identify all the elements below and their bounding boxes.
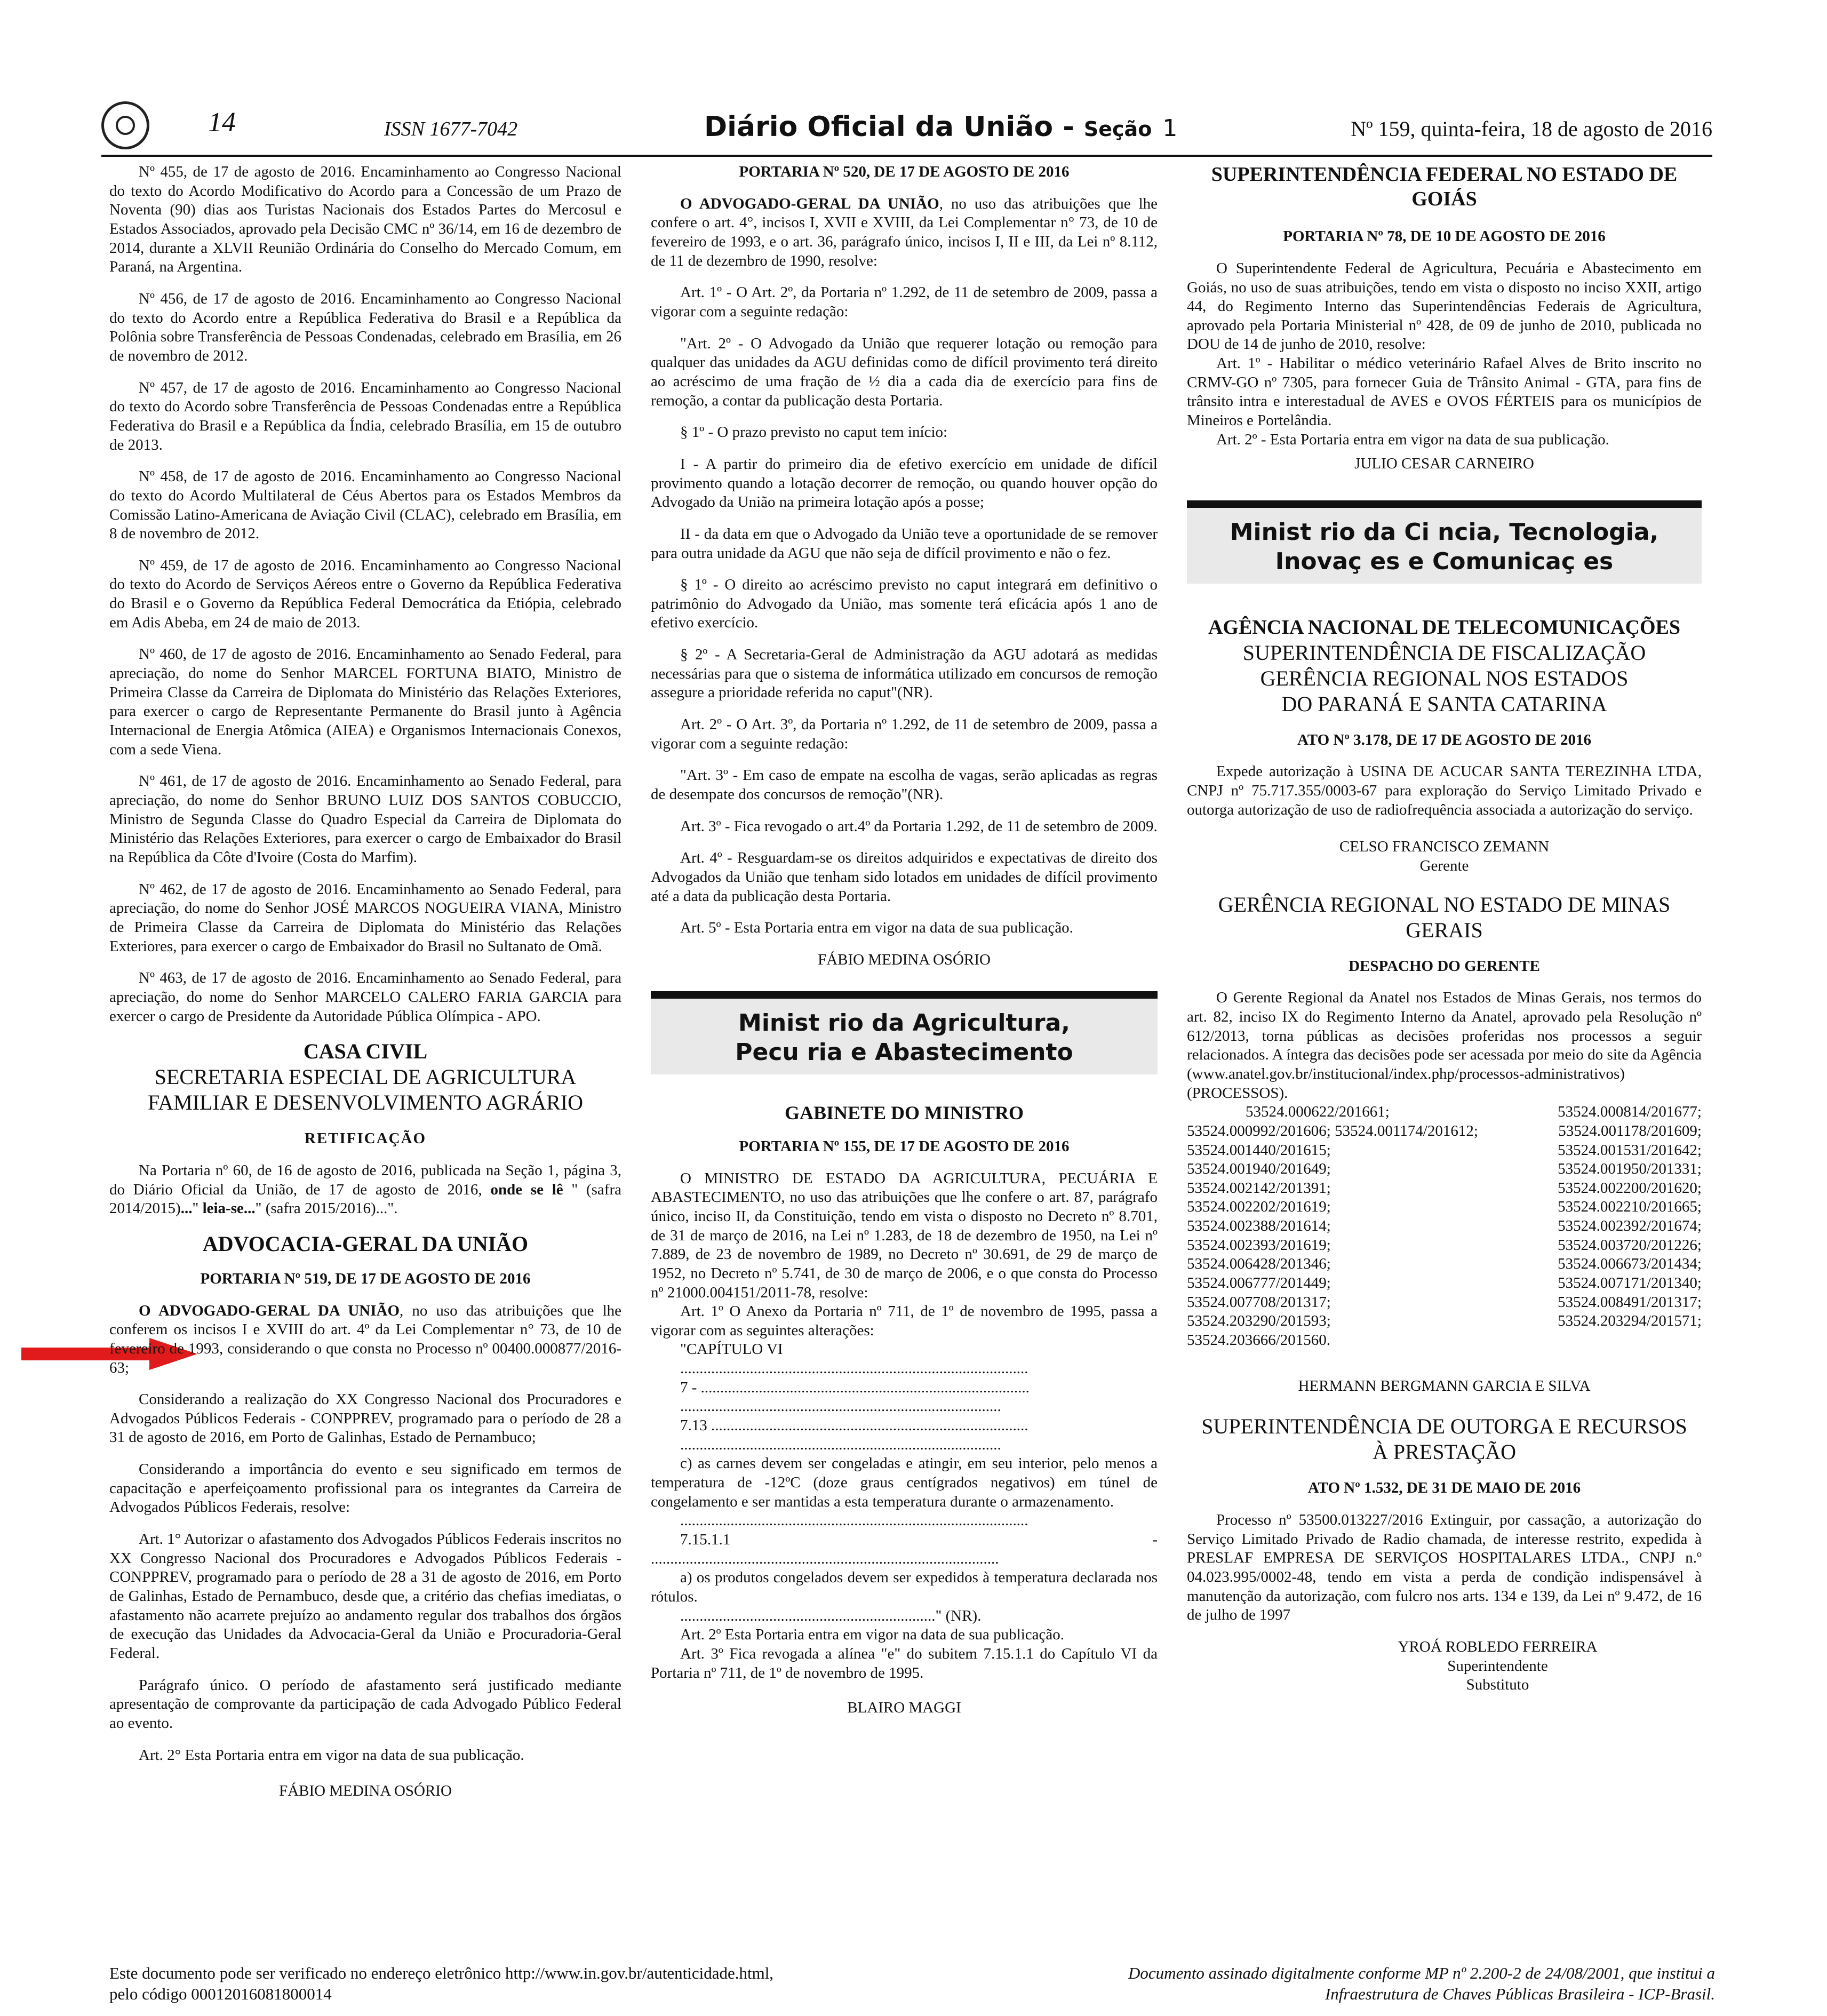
- signature-3178: CELSO FRANCISCO ZEMANN: [1339, 838, 1550, 856]
- processo-number: 53524.002200/201620;: [1558, 1179, 1702, 1197]
- processo-row: [1187, 1198, 1702, 1217]
- gerencia-mg-heading-2: GERAIS: [1406, 918, 1483, 942]
- portaria-155-title: PORTARIA Nº 155, DE 17 DE AGOSTO DE 2016: [739, 1137, 1070, 1155]
- message-462: Nº 462, de 17 de agosto de 2016. Encaminhamento ao Senado Federal, para apreciação, do nome do Senhor JOSÉ MARCOS NOGUEIRA VIANA, Ministro de Primeira Classe da Carreira de Diplomata do Ministério das Relações Exteriores, para exercer o cargo de Embaixador do Brasil no Sultanato de Omã.: [109, 880, 621, 955]
- processo-number: 53524.006777/201449;: [1187, 1274, 1331, 1292]
- section-label: Seção: [1083, 117, 1152, 141]
- portaria-520-para: Art. 4º - Resguardam-se os direitos adquiridos e expectativas de direito dos Advogados da União que tenham sido lotados em unidades de difícil provimento até a data da publicação desta Portaria.: [651, 849, 1158, 905]
- portaria-520-para: "Art. 3º - Em caso de empate na escolha de vagas, serão aplicadas as regras de desempate dos concursos de remoção"(NR).: [651, 767, 1158, 803]
- issue-date: Nº 159, quinta-feira, 18 de agosto de 2016: [1351, 117, 1712, 141]
- dots-line: ...................................................................................: [680, 1436, 1001, 1453]
- processo-number: 53524.002388/201614;: [1187, 1217, 1331, 1235]
- portaria-155-para: O MINISTRO DE ESTADO DA AGRICULTURA, PECUÁRIA E ABASTECIMENTO, no uso das atribuições que lhe confere o art. 87, parágrafo único, inciso II, da Constituição, tendo em vista o disposto no Decreto nº 8.701, de 31 de março de 2016, na Lei nº 1.283, de 18 de dezembro de 1950, na Lei nº 7.889, de 23 de novembro de 1989, no Decreto nº 30.691, de 29 de março de 1952, no Decreto nº 5.741, de 30 de março de 2006, e o que consta do Processo nº 21000.004151/2011-78, resolve:: [651, 1169, 1158, 1301]
- message-461: Nº 461, de 17 de agosto de 2016. Encaminhamento ao Senado Federal, para apreciação, do nome do Senhor BRUNO LUIZ DOS SANTOS COBUCCIO, Ministro de Segunda Classe do Quadro Especial da Carreira de Diplomata do Ministério das Relações Exteriores, para exercer o cargo de Embaixador do Brasil na República da Côte d'Ivoire (Costa do Marfim).: [109, 772, 621, 866]
- section-heading-agu: ADVOCACIA-GERAL DA UNIÃO: [202, 1231, 529, 1256]
- portaria-520-intro: O ADVOGADO-GERAL DA UNIÃO, no uso das atribuições que lhe confere o art. 4°, incisos I, XVII e XVIII, da Lei Complementar n° 73, de 10 de fevereiro de 1993, e o art. 36, parágrafo único, incisos I, II e III, da Lei nº 8.112, de 11 de dezembro de 1990, resolve:: [651, 195, 1158, 269]
- ministry-band-ciencia: Minist rio da Ci ncia, Tecnologia, Inovaç es e Comunicaç es: [1187, 500, 1702, 584]
- ato-1532-title: ATO Nº 1.532, DE 31 DE MAIO DE 2016: [1307, 1479, 1581, 1497]
- processo-number: 53524.008491/201317;: [1558, 1293, 1702, 1311]
- message-458: Nº 458, de 17 de agosto de 2016. Encaminhamento ao Congresso Nacional do texto do Acordo Multilateral de Céus Abertos para os Estados Membros da Comissão Latino-Americana de Aviação Civil (CLAC), celebrado em Brasília, em 8 de novembro de 2012.: [109, 468, 621, 543]
- section-heading-casa-civil: CASA CIVIL: [303, 1039, 428, 1064]
- processo-row: [1187, 1312, 1702, 1331]
- processo-number: 53524.006428/201346;: [1187, 1255, 1331, 1273]
- processo-number: 53524.002142/201391;: [1187, 1179, 1331, 1197]
- subheading-secretaria-2: FAMILIAR E DESENVOLVIMENTO AGRÁRIO: [148, 1090, 583, 1115]
- processo-row: [1187, 1331, 1702, 1350]
- dots-line: ..........................................................................................: [680, 1360, 1028, 1377]
- portaria-519-para: Considerando a realização do XX Congresso Nacional dos Procuradores e Advogados Públicos Federais - CONPPREV, programado para o período de 28 a 31 de agosto de 2016, em Porto de Galinhas, Estado de Pernambuco;: [109, 1391, 621, 1446]
- processo-row: [1187, 1293, 1702, 1312]
- ministry-band-agricultura: Minist rio da Agricultura, Pecu ria e Abastecimento: [651, 991, 1158, 1074]
- retificacao-heading: RETIFICAÇÃO: [304, 1130, 427, 1148]
- portaria-520-para: Art. 3º - Fica revogado o art.4º da Portaria 1.292, de 11 de setembro de 2009.: [680, 817, 1158, 835]
- signature-520: FÁBIO MEDINA OSÓRIO: [818, 951, 991, 968]
- portaria-520-title: PORTARIA Nº 520, DE 17 DE AGOSTO DE 2016: [739, 163, 1070, 180]
- item-7: 7 - .....................................................................................: [680, 1378, 1030, 1396]
- processo-number: 53524.002392/201674;: [1558, 1217, 1702, 1235]
- sfa-goias-heading-1: SUPERINTENDÊNCIA FEDERAL NO ESTADO DE: [1211, 163, 1678, 186]
- page-number: 14: [208, 107, 236, 138]
- publication-title: Diário Oficial da União - Seção 1: [704, 111, 1178, 143]
- processo-number: 53524.002210/201665;: [1558, 1198, 1702, 1216]
- portaria-520-para: § 2º - A Secretaria-Geral de Administração da AGU adotará as medidas necessárias para que o sistema de informática utilizado em concursos de remoção assegure a prioridade referida no caput"(NR).: [651, 646, 1158, 702]
- message-457: Nº 457, de 17 de agosto de 2016. Encaminhamento ao Congresso Nacional do texto do Acordo sobre Transferência de Pessoas Condenadas entre a República Federativa do Brasil e a República da Índia, celebrado Brasília, em 15 de outubro de 2013.: [109, 379, 621, 453]
- processo-row: [1187, 1122, 1702, 1141]
- message-460: Nº 460, de 17 de agosto de 2016. Encaminhamento ao Senado Federal, para apreciação, do nome do Senhor MARCEL FORTUNA BIATO, Ministro de Primeira Classe da Carreira de Diplomata do Ministério das Relações Exteriores, para exercer o cargo de Representante Permanente do Brasil junto à Agência Internacional de Energia Atômica (AIEA) e Organismos Internacionais Conexos, com a sede Viena.: [109, 646, 621, 758]
- processo-number: 53524.001178/201609;: [1558, 1122, 1702, 1140]
- column-right: [1187, 163, 1702, 1695]
- portaria-520-para: Art. 1º - O Art. 2º, da Portaria nº 1.292, de 11 de setembro de 2009, passa a vigorar com a seguinte redação:: [651, 284, 1158, 320]
- processo-number: 53524.000992/201606; 53524.001174/201612;: [1187, 1122, 1478, 1140]
- gabinete-heading: GABINETE DO MINISTRO: [784, 1102, 1024, 1123]
- issn: ISSN 1677-7042: [384, 118, 518, 140]
- signature-1532: YROÁ ROBLEDO FERREIRA: [1398, 1638, 1598, 1655]
- processo-number: 53524.003720/201226;: [1558, 1236, 1702, 1254]
- capitulo-line: "CAPÍTULO VI: [680, 1341, 783, 1358]
- processo-row: [1187, 1141, 1702, 1160]
- signature-78: JULIO CESAR CARNEIRO: [1354, 455, 1534, 473]
- sor-heading-2: À PRESTAÇÃO: [1372, 1440, 1517, 1464]
- anatel-heading: AGÊNCIA NACIONAL DE TELECOMUNICAÇÕES: [1208, 616, 1681, 639]
- processo-number: 53524.203294/201571;: [1558, 1312, 1702, 1330]
- anatel-subheading: DO PARANÁ E SANTA CATARINA: [1281, 691, 1607, 716]
- processo-number: 53524.006673/201434;: [1558, 1255, 1702, 1273]
- column-left: [109, 163, 621, 1814]
- despacho-heading: DESPACHO DO GERENTE: [1349, 957, 1540, 975]
- footer-right-line-1: Documento assinado digitalmente conforme MP nº 2.200-2 de 24/08/2001, que institui a: [1128, 1964, 1715, 1982]
- footer-left-line-1: Este documento pode ser verificado no endereço eletrônico http://www.in.gov.br/autenticidade.html,: [109, 1964, 774, 1982]
- ato-3178-title: ATO Nº 3.178, DE 17 DE AGOSTO DE 2016: [1297, 731, 1591, 748]
- footer-verification: [109, 1963, 803, 2005]
- portaria-155-art2: Art. 2º Esta Portaria entra em vigor na data de sua publicação.: [680, 1626, 1065, 1644]
- processo-row: [1187, 1103, 1702, 1122]
- role-1532-2: Substituto: [1466, 1676, 1529, 1694]
- anatel-subheading: SUPERINTENDÊNCIA DE FISCALIZAÇÃO: [1242, 640, 1646, 665]
- processo-row: [1187, 1274, 1702, 1293]
- footer-left-line-2: pelo código 00012016081800014: [109, 1984, 332, 2003]
- anatel-subheading: GERÊNCIA REGIONAL NOS ESTADOS: [1260, 666, 1629, 690]
- processo-number: 53524.007171/201340;: [1558, 1274, 1702, 1292]
- processos-list: [1187, 1103, 1702, 1350]
- portaria-519-para: Parágrafo único. O período de afastamento será justificado mediante apresentação de comprovante da participação de cada Advogado Público Federal ao evento.: [109, 1676, 621, 1732]
- portaria-519-intro: O ADVOGADO-GERAL DA UNIÃO, no uso das atribuições que lhe conferem os incisos I e XVIII do art. 4º da Lei Complementar n° 73, de 10 de fevereiro de 1993, considerando o que consta no Processo nº 00400.000877/2016-63;: [109, 1302, 621, 1376]
- role-3178: Gerente: [1419, 857, 1469, 874]
- processo-number: 53524.007708/201317;: [1187, 1293, 1331, 1311]
- processo-number: 53524.000814/201677;: [1558, 1103, 1702, 1121]
- gerencia-mg-heading-1: GERÊNCIA REGIONAL NO ESTADO DE MINAS: [1218, 892, 1671, 917]
- signature-519: FÁBIO MEDINA OSÓRIO: [279, 1782, 452, 1800]
- portaria-78-title: PORTARIA Nº 78, DE 10 DE AGOSTO DE 2016: [1283, 228, 1606, 245]
- role-1532-1: Superintendente: [1447, 1657, 1548, 1675]
- processo-number: 53524.001531/201642;: [1558, 1141, 1702, 1159]
- signature-mg: HERMANN BERGMANN GARCIA E SILVA: [1298, 1377, 1591, 1395]
- portaria-520-para: § 1º - O prazo previsto no caput tem início:: [680, 424, 948, 441]
- portaria-519-para: Art. 2° Esta Portaria entra em vigor na data de sua publicação.: [139, 1746, 524, 1764]
- imprensa-nacional-seal-icon: [101, 101, 149, 149]
- footer-right-line-2: Infraestrutura de Chaves Públicas Brasileira - ICP-Brasil.: [1325, 1984, 1715, 2003]
- header-rule: [101, 155, 1712, 157]
- processo-number: 53524.001950/201331;: [1558, 1160, 1702, 1178]
- portaria-519-para: Considerando a importância do evento e seu significado em termos de capacitação e aperfeiçoamento profissional para os integrantes da Carreira de Advogados Públicos Federais, resolve:: [109, 1461, 621, 1516]
- processo-row: [1187, 1160, 1702, 1179]
- despacho-text: O Gerente Regional da Anatel nos Estados de Minas Gerais, nos termos do art. 82, inciso IX do Regimento Interno da Anatel, aprovado pela Resolução nº 612/2013, torna públicas as decisões proferidas nos processos a seguir relacionados. A íntegra das decisões pode ser acessada por meio do site da Agência (www.anatel.gov.br/institucional/index.php/processos-administrativos) (PROCESSOS).: [1187, 989, 1702, 1102]
- processo-number: 53524.001940/201649;: [1187, 1160, 1331, 1178]
- ato-3178-text: Expede autorização à USINA DE ACUCAR SANTA TEREZINHA LTDA, CNPJ nº 75.717.355/0003-67 para exploração do Serviço Limitado Privado e outorga autorização de uso de radiofrequência associada a autorização do serviço.: [1187, 763, 1702, 818]
- sor-heading-1: SUPERINTENDÊNCIA DE OUTORGA E RECURSOS: [1201, 1414, 1687, 1439]
- portaria-520-para: Art. 5º - Esta Portaria entra em vigor na data de sua publicação.: [680, 919, 1073, 937]
- dots-line: ..........................................................................................: [651, 1550, 999, 1567]
- retificacao-text: Na Portaria nº 60, de 16 de agosto de 2016, publicada na Seção 1, página 3, do Diário Oficial da União, de 17 de agosto de 2016, onde se lê " (safra 2014/2015)..." leia-se..." (safra 2015/2016)...".: [109, 1161, 621, 1217]
- portaria-520-para: II - da data em que o Advogado da União teve a oportunidade de se remover para outra unidade da AGU que não seja de difícil provimento e não o fez.: [651, 525, 1158, 562]
- item-7-15-1-1: 7.15.1.1 -: [680, 1531, 1158, 1549]
- dots-line: ..........................................................................................: [680, 1512, 1028, 1529]
- processo-number: 53524.203290/201593;: [1187, 1312, 1331, 1330]
- message-459: Nº 459, de 17 de agosto de 2016. Encaminhamento ao Congresso Nacional do texto do Acordo de Serviços Aéreos entre o Governo da República Federativa do Brasil e o Governo da República Federal Democrática da Etiópia, celebrado em Adis Abeba, em 24 de maio de 2013.: [109, 556, 621, 631]
- section-number: 1: [1162, 115, 1178, 142]
- item-c: c) as carnes devem ser congeladas e atingir, em seu interior, pelo menos a temperatura de -12ºC (doze graus centígrados negativos) em túnel de congelamento e ser mantidas a esta temperatura durante o armazenamento.: [651, 1455, 1158, 1510]
- subheading-secretaria-1: SECRETARIA ESPECIAL DE AGRICULTURA: [154, 1065, 577, 1089]
- portaria-78-para: Art. 2º - Esta Portaria entra em vigor na data de sua publicação.: [1216, 431, 1609, 448]
- processo-number: 53524.203666/201560.: [1187, 1332, 1331, 1349]
- message-456: Nº 456, de 17 de agosto de 2016. Encaminhamento ao Congresso Nacional do texto do Acordo entre a República Federativa do Brasil e a República da Polônia sobre Transferência de Pessoas Condenadas, celebrado em Brasília, em 26 de novembro de 2012.: [109, 290, 621, 364]
- dots-line: ...................................................................................: [680, 1398, 1001, 1415]
- message-455: Nº 455, de 17 de agosto de 2016. Encaminhamento ao Congresso Nacional do texto do Acordo Modificativo do Acordo para a Concessão de um Prazo de Noventa (90) dias aos Turistas Nacionais dos Estados Partes do Mercosul e Estados Associados, aprovado pela Decisão CMC nº 36/14, em 16 de dezembro de 2014, durante a XLVII Reunião Ordinária do Conselho do Mercado Comum, em Paraná, na Argentina.: [109, 163, 621, 276]
- portaria-520-para: Art. 2º - O Art. 3º, da Portaria nº 1.292, de 11 de setembro de 2009, passa a vigorar com a seguinte redação:: [651, 716, 1158, 752]
- portaria-520-para: I - A partir do primeiro dia de efetivo exercício em unidade de difícil provimento quando a lotação decorrer de remoção, ou quando houver opção do Advogado da União na primeira lotação após a posse;: [651, 455, 1158, 511]
- message-463: Nº 463, de 17 de agosto de 2016. Encaminhamento ao Senado Federal, para apreciação, do nome do Senhor MARCELO CALERO FARIA GARCIA para exercer o cargo de Presidente da Autoridade Pública Olímpica - APO.: [109, 969, 621, 1025]
- column-middle: [651, 163, 1158, 1731]
- portaria-155-para: Art. 1º O Anexo da Portaria nº 711, de 1º de novembro de 1995, passa a vigorar com as seguintes alterações:: [651, 1303, 1158, 1339]
- portaria-520-para: § 1º - O direito ao acréscimo previsto no caput integrará em definitivo o patrimônio do Advogado da União, mas somente terá eficácia após 1 ano de efetivo exercício.: [651, 576, 1158, 632]
- item-a: a) os produtos congelados devem ser expedidos à temperatura declarada nos rótulos.: [651, 1569, 1158, 1606]
- ato-1532-text: Processo nº 53500.013227/2016 Extinguir, por cassação, a autorização do Serviço Limitado Privado de Radio chamada, de interesse restrito, expedida à PRESLAF EMPRESA DE SERVIÇOS HOSPITALARES LTDA., CNPJ n.º 04.023.995/0002-48, tendo em vista a perda de condição indispensável à manutenção da autorização, com fulcro nos arts. 134 e 139, da Lei nº 9.472, de 16 de julho de 1997: [1187, 1511, 1702, 1624]
- processo-row: [1187, 1255, 1702, 1274]
- processo-row: [1187, 1236, 1702, 1255]
- signature-155: BLAIRO MAGGI: [847, 1699, 961, 1717]
- portaria-78-para: O Superintendente Federal de Agricultura, Pecuária e Abastecimento em Goiás, no uso de suas atribuições, tendo em vista o disposto no inciso XXII, artigo 44, do Regimento Interno das Superintendências Federais de Agricultura, aprovado pela Portaria Ministerial nº 428, de 09 de junho de 2010, publicada no DOU de 14 de junho de 2010, resolve:: [1187, 259, 1702, 353]
- portaria-78-para: Art. 1º - Habilitar o médico veterinário Rafael Alves de Brito inscrito no CRMV-GO nº 7305, para fornecer Guia de Trânsito Animal - GTA, para fins de trânsito intra e interestadual de AVES e OVOS FÉRTEIS para os municípios de Mineiros e Portelândia.: [1187, 355, 1702, 429]
- page-header: [101, 101, 1712, 152]
- item-7-13: 7.13 ..................................................................................: [680, 1417, 1028, 1435]
- processo-number: 53524.000622/201661;: [1246, 1103, 1390, 1121]
- item-nr: .................................................................." (NR).: [680, 1607, 982, 1624]
- portaria-520-para: "Art. 2º - O Advogado da União que requerer lotação ou remoção para qualquer das unidades da AGU definidas como de difícil provimento terá direito ao acréscimo de uma fração de ½ dia a cada dia de exercício para fins de remoção, a contar da publicação desta Portaria.: [651, 334, 1158, 409]
- processo-number: 53524.001440/201615;: [1187, 1141, 1331, 1159]
- processo-number: 53524.002202/201619;: [1187, 1198, 1331, 1216]
- portaria-155-art3: Art. 3º Fica revogada a alínea "e" do subitem 7.15.1.1 do Capítulo VI da Portaria nº 711, de 1º de novembro de 1995.: [651, 1645, 1158, 1682]
- portaria-519-title: PORTARIA Nº 519, DE 17 DE AGOSTO DE 2016: [200, 1270, 531, 1287]
- portaria-519-para: Art. 1° Autorizar o afastamento dos Advogados Públicos Federais inscritos no XX Congresso Nacional dos Procuradores e Advogados Públicos Federais - CONPPREV, programado para o período de 28 a 31 de agosto de 2016, em Porto de Galinhas, Estado de Pernambuco, desde que, a critério das chefias imediatas, o afastamento não acarrete prejuízo ao andamento regular dos trabalhos dos órgãos de execução das Unidades da Advocacia-Geral da União e Procuradoria-Geral Federal.: [109, 1531, 621, 1662]
- sfa-goias-heading-2: GOIÁS: [1411, 187, 1477, 210]
- footer-signature-note: [968, 1963, 1715, 2005]
- processo-row: [1187, 1179, 1702, 1198]
- processo-row: [1187, 1217, 1702, 1236]
- processo-number: 53524.002393/201619;: [1187, 1236, 1331, 1254]
